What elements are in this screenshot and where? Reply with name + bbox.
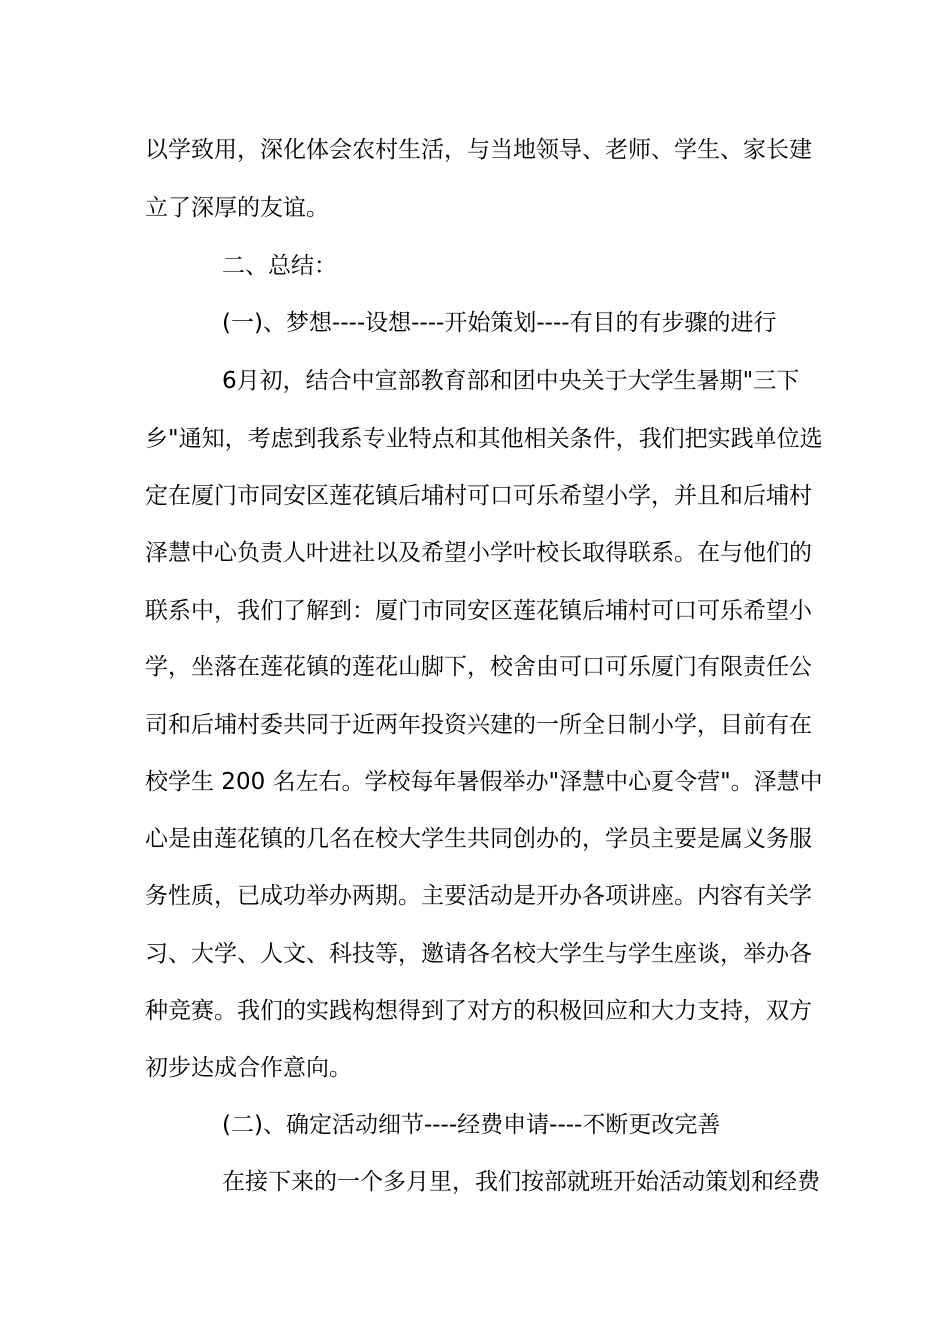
section-heading: 二、总结： bbox=[222, 253, 337, 279]
body-text-line: 泽慧中心负责人叶进社以及希望小学叶校长取得联系。在与他们的 bbox=[145, 540, 812, 566]
body-text-line: 心是由莲花镇的几名在校大学生共同创办的，学员主要是属义务服 bbox=[145, 826, 812, 852]
body-text-line: 在接下来的一个多月里，我们按部就班开始活动策划和经费 bbox=[222, 1169, 820, 1195]
body-text-line: 种竞赛。我们的实践构想得到了对方的积极回应和大力支持，双方 bbox=[145, 998, 812, 1024]
body-text-line: 联系中，我们了解到：厦门市同安区莲花镇后埔村可口可乐希望小 bbox=[145, 598, 812, 624]
body-text-line: 6月初，结合中宣部教育部和团中央关于大学生暑期"三下 bbox=[222, 368, 800, 394]
body-text-line: 定在厦门市同安区莲花镇后埔村可口可乐希望小学，并且和后埔村 bbox=[145, 483, 812, 509]
body-text-line: 立了深厚的友谊。 bbox=[145, 195, 329, 221]
body-text-line: 务性质，已成功举办两期。主要活动是开办各项讲座。内容有关学 bbox=[145, 883, 812, 909]
body-text-line: 乡"通知，考虑到我系专业特点和其他相关条件，我们把实践单位选 bbox=[145, 426, 823, 452]
body-text-line: 校学生 200 名左右。学校每年暑假举办"泽慧中心夏令营"。泽慧中 bbox=[145, 769, 823, 795]
body-text-line: 学，坐落在莲花镇的莲花山脚下，校舍由可口可乐厦门有限责任公 bbox=[145, 654, 812, 680]
body-text-line: 以学致用，深化体会农村生活，与当地领导、老师、学生、家长建 bbox=[145, 137, 812, 163]
subsection-heading: (一)、梦想----设想----开始策划----有目的有步骤的进行 bbox=[222, 310, 777, 336]
body-text-line: 司和后埔村委共同于近两年投资兴建的一所全日制小学，目前有在 bbox=[145, 712, 812, 738]
subsection-heading: (二)、确定活动细节----经费申请----不断更改完善 bbox=[222, 1112, 721, 1138]
body-text-line: 初步达成合作意向。 bbox=[145, 1055, 352, 1081]
body-text-line: 习、大学、人文、科技等，邀请各名校大学生与学生座谈，举办各 bbox=[145, 941, 812, 967]
